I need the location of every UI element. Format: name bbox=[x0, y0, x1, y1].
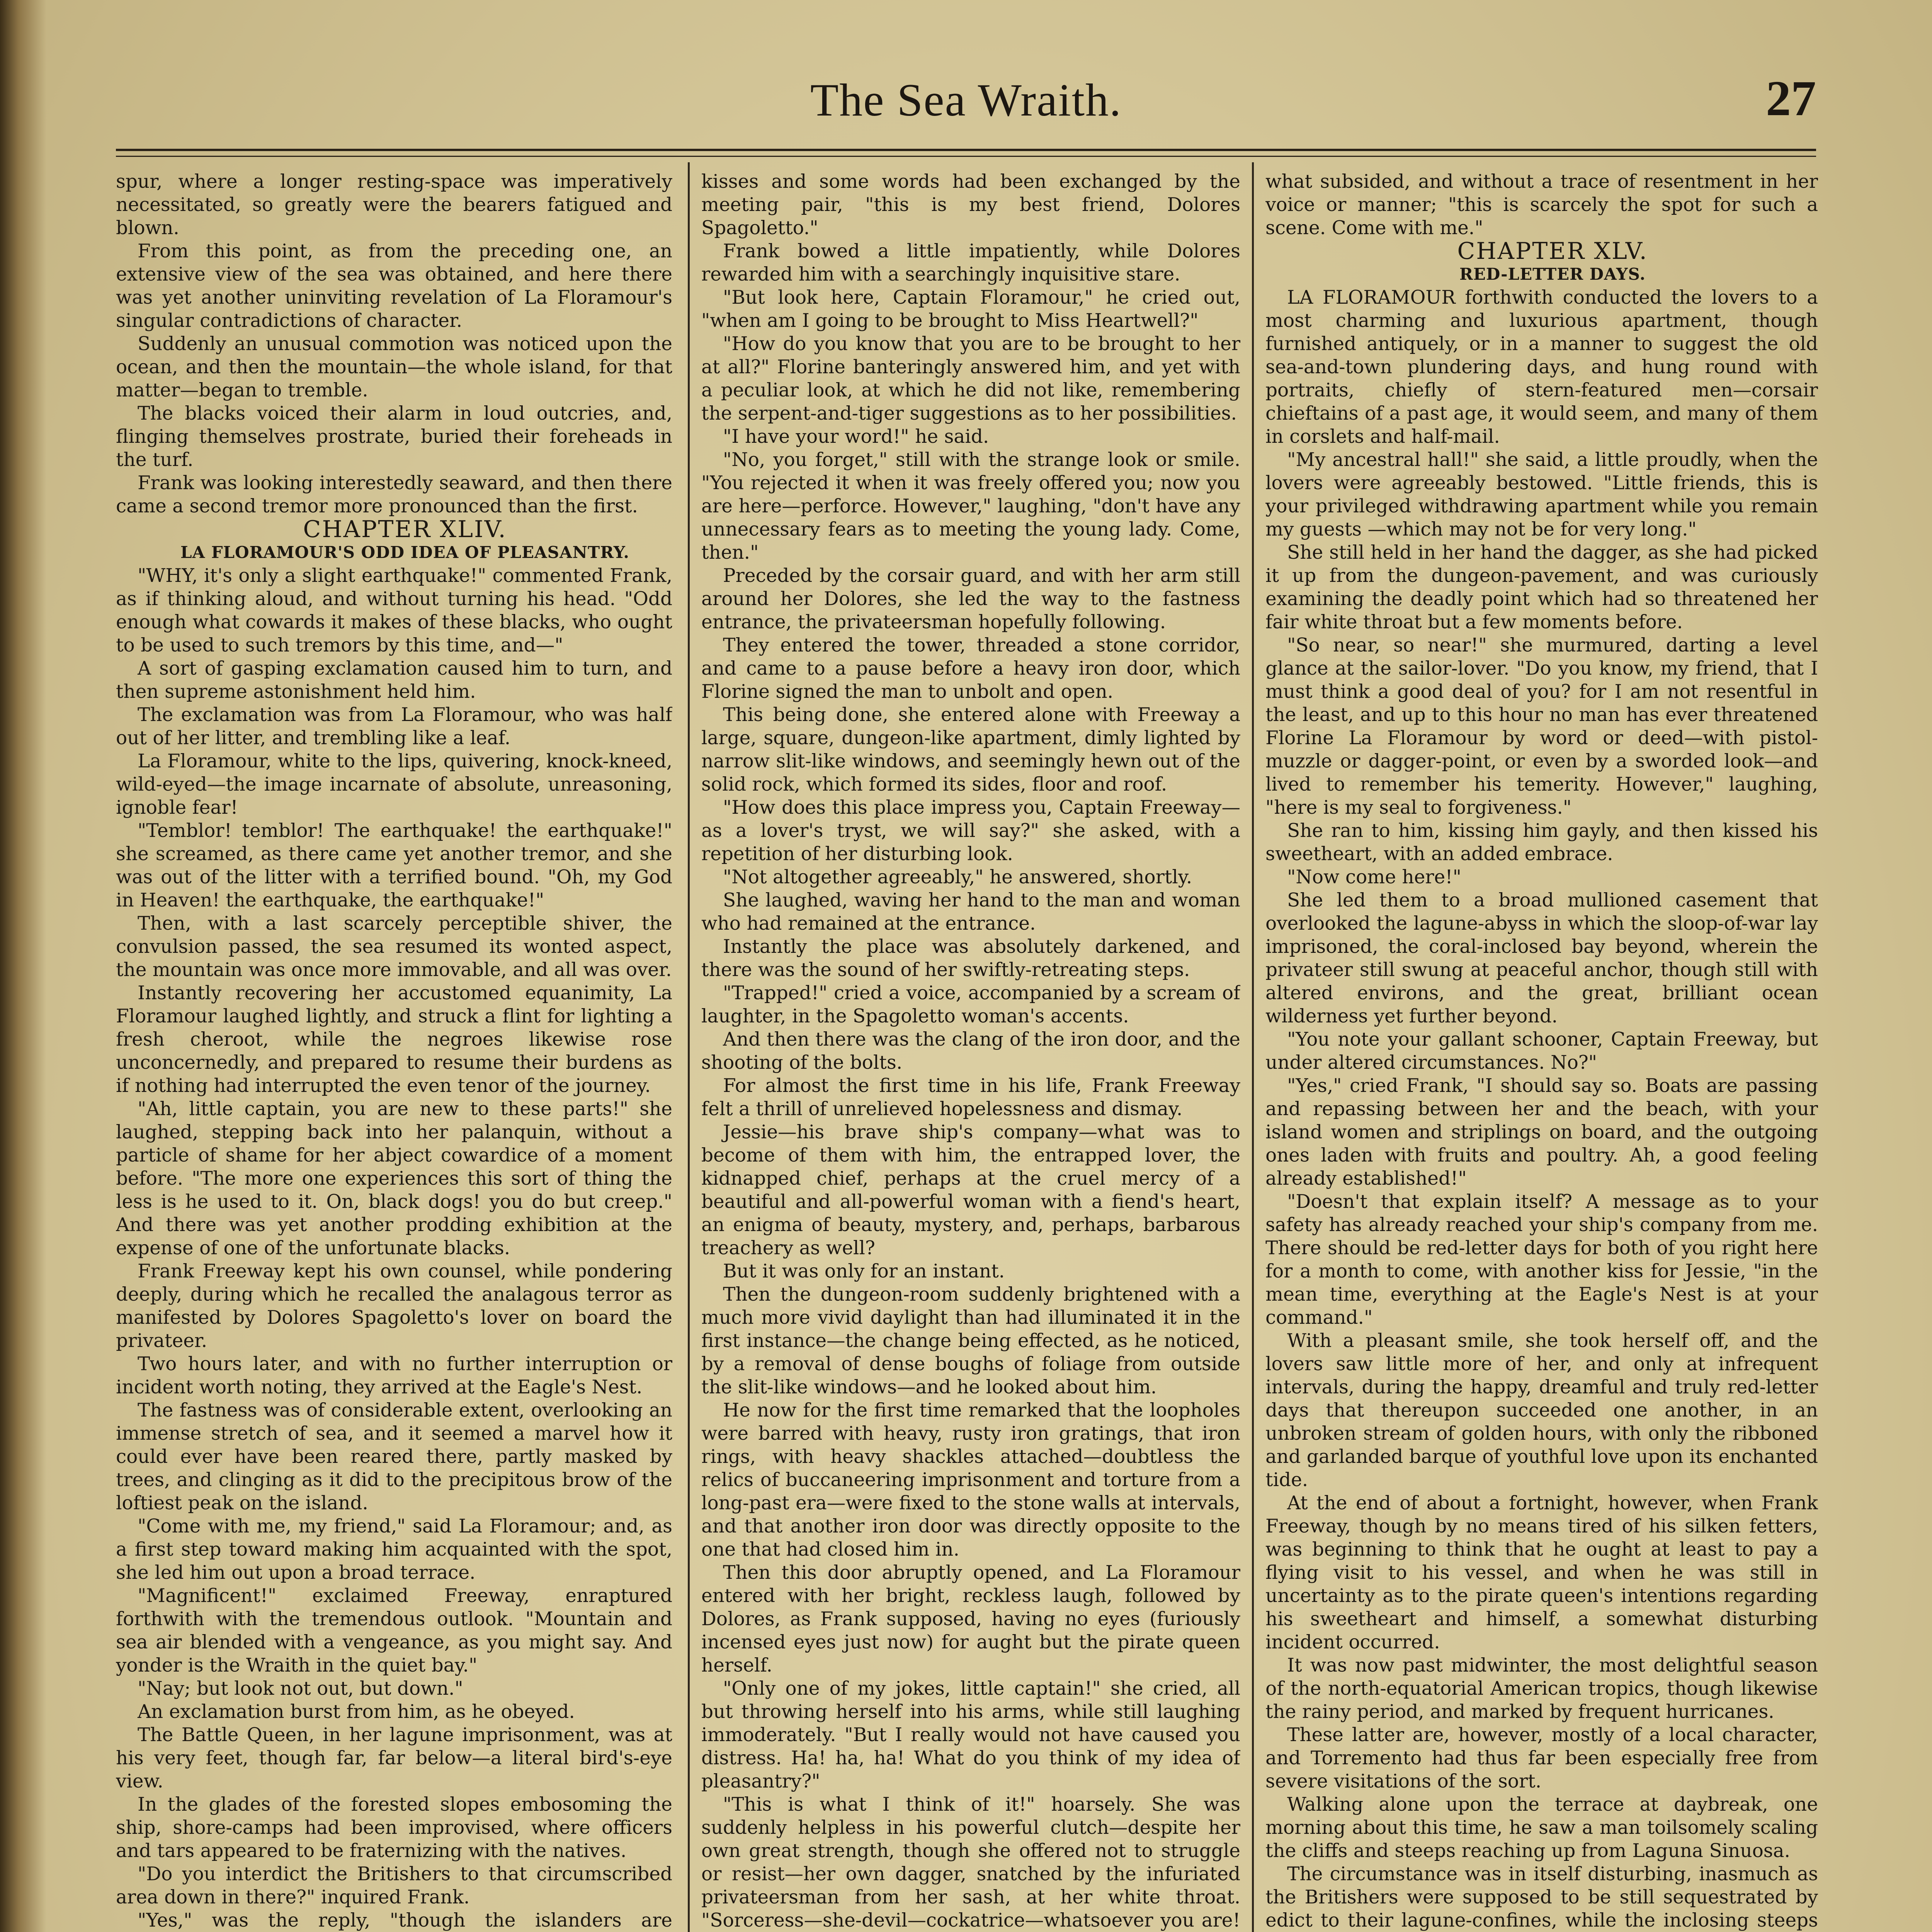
paragraph: "Doesn't that explain itself? A message as to your safety has already reached your ship's company from me. There should be red-letter days for both of you right here for a month to come, with another kiss for Jessie, "in the mean time, everything at the Eagle's Nest is at your command." bbox=[1265, 1191, 1818, 1328]
column-divider-1 bbox=[688, 162, 690, 1932]
chapter-subtitle: LA FLORAMOUR'S ODD IDEA OF PLEASANTRY. bbox=[180, 543, 630, 562]
paragraph: Suddenly an unusual commotion was noticed upon the ocean, and then the mountain—the whole island, for that matter—began to tremble. bbox=[116, 333, 672, 401]
paragraph: The circumstance was in itself disturbing, inasmuch as the Britishers were supposed to be still sequestrated by edict to their lagune-confines, while the inclosing steeps bbox=[1265, 1863, 1818, 1931]
paragraph: Jessie—his brave ship's company—what was to become of them with him, the entrapped lover, the kidnapped chief, perhaps at the cruel mercy of a beautiful and all-powerful woman with a fiend's heart, an enigma of beauty, mystery, and, perhaps, barbarous treachery as well? bbox=[701, 1121, 1240, 1259]
paragraph: Two hours later, and with no further interruption or incident worth noting, they arrived at the Eagle's Nest. bbox=[116, 1353, 672, 1398]
paragraph: The exclamation was from La Floramour, who was half out of her litter, and trembling like a leaf. bbox=[116, 704, 672, 749]
header-rule bbox=[116, 149, 1816, 157]
paragraph: The Battle Queen, in her lagune imprisonment, was at his very feet, though far, far below—a literal bird's-eye view. bbox=[116, 1724, 672, 1792]
paragraph: Walking alone upon the terrace at daybreak, one morning about this time, he saw a man toilsomely scaling the cliffs and steeps reaching up from Laguna Sinuosa. bbox=[1265, 1794, 1818, 1862]
text-column-1 bbox=[116, 170, 672, 1932]
chapter-heading: CHAPTER XLV. bbox=[1457, 238, 1648, 265]
paragraph: From this point, as from the preceding one, an extensive view of the sea was obtained, and here there was yet another uninviting revelation of La Floramour's singular contradictions of character. bbox=[116, 240, 672, 332]
paragraph: "Nay; but look not out, but down." bbox=[138, 1678, 463, 1699]
page-number: 27 bbox=[1766, 71, 1816, 126]
paragraph: Frank was looking interestedly seaward, and then there came a second tremor more pronounced than the first. bbox=[116, 472, 672, 517]
paragraph: what subsided, and without a trace of resentment in her voice or manner; "this is scarcely the spot for such a scene. Come with me." bbox=[1265, 171, 1818, 239]
chapter-subtitle: RED-LETTER DAYS. bbox=[1459, 265, 1646, 284]
paragraph: "Ah, little captain, you are new to these parts!" she laughed, stepping back into her palanquin, without a particle of shame for her abject cowardice of a moment before. "The more one experiences this sort of thing the less is he used to it. On, black dogs! you do but creep." And there was yet another prodding exhibition at the expense of one of the unfortunate blacks. bbox=[116, 1098, 672, 1259]
paragraph: "Yes," cried Frank, "I should say so. Boats are passing and repassing between her and the beach, with your island women and striplings on board, and the outgoing ones laden with fruits and poultry. Ah, a good feeling already established!" bbox=[1265, 1075, 1818, 1189]
paragraph: "Only one of my jokes, little captain!" she cried, all but throwing herself into his arms, while still laughing immoderately. "But I really would not have caused you distress. Ha! ha, ha! What do you think of my idea of pleasantry?" bbox=[701, 1678, 1240, 1792]
paragraph: "Trapped!" cried a voice, accompanied by a scream of laughter, in the Spagoletto woman's accents. bbox=[701, 982, 1240, 1027]
paragraph: spur, where a longer resting-space was imperatively necessitated, so greatly were the bearers fatigued and blown. bbox=[116, 171, 672, 239]
paragraph: It was now past midwinter, the most delightful season of the north-equatorial American tropics, though likewise the rainy period, and marked by frequent hurricanes. bbox=[1265, 1655, 1818, 1723]
paragraph: "Temblor! temblor! The earthquake! the earthquake!" she screamed, as there came yet another tremor, and she was out of the litter with a terrified bound. "Oh, my God in Heaven! the earthquake, the earthquake!" bbox=[116, 820, 672, 911]
paragraph: The blacks voiced their alarm in loud outcries, and, flinging themselves prostrate, buried their foreheads in the turf. bbox=[116, 403, 672, 471]
paragraph: "This is what I think of it!" hoarsely. She was suddenly helpless in his powerful clutch—despite her own great strength, though she offered not to struggle or resist—her own dagger, snatched by the infuriated privateersman from her sash, at her white throat. "Sorceress—she-devil—cockatrice—whatsoever you are! bbox=[701, 1794, 1240, 1931]
paragraph: "I have your word!" he said. bbox=[723, 426, 989, 447]
paragraph: "Do you interdict the Britishers to that circumscribed area down in there?" inquired Frank. bbox=[116, 1863, 672, 1908]
paragraph: Then, with a last scarcely perceptible shiver, the convulsion passed, the sea resumed its wonted aspect, the mountain was once more immovable, and all was over. bbox=[116, 913, 672, 981]
paragraph: "Magnificent!" exclaimed Freeway, enraptured forthwith with the tremendous outlook. "Mountain and sea air blended with a vengeance, as you might say. And yonder is the Wraith in the quiet bay." bbox=[116, 1585, 672, 1676]
paragraph: LA FLORAMOUR forthwith conducted the lovers to a most charming and luxurious apartment, though furnished antiquely, or in a manner to suggest the old sea-and-town plundering days, and hung round with portraits, chiefly of stern-featured men—corsair chieftains of a past age, it would seem, and many of them in corslets and half-mail. bbox=[1265, 287, 1818, 447]
paragraph: Frank Freeway kept his own counsel, while pondering deeply, during which he recalled the analagous terror as manifested by Dolores Spagoletto's lover on board the privateer. bbox=[116, 1260, 672, 1352]
paragraph: At the end of about a fortnight, however, when Frank Freeway, though by no means tired of his silken fetters, was beginning to think that he ought at least to pay a flying visit to his vessel, and when he was still in uncertainty as to the pirate queen's intentions regarding his sweetheart and himself, a somewhat disturbing incident occurred. bbox=[1265, 1492, 1818, 1653]
text-column-3 bbox=[1265, 170, 1818, 1932]
paragraph: These latter are, however, mostly of a local character, and Torremento had thus far been especially free from severe visitations of the sort. bbox=[1265, 1724, 1818, 1792]
paragraph: "So near, so near!" she murmured, darting a level glance at the sailor-lover. "Do you know, my friend, that I must think a good deal of you? for I am not resentful in the least, and up to this hour no man has ever threatened Florine La Floramour by word or deed—with pistol-muzzle or dagger-point, or even by a sworded look—and lived to remember his temerity. However," laughing, "here is my seal to forgiveness." bbox=[1265, 634, 1818, 818]
paragraph: "How does this place impress you, Captain Freeway—as a lover's tryst, we will say?" she asked, with a repetition of her disturbing look. bbox=[701, 797, 1240, 865]
paragraph: "Now come here!" bbox=[1287, 866, 1461, 888]
paragraph: Then this door abruptly opened, and La Floramour entered with her bright, reckless laugh, followed by Dolores, as Frank supposed, having no eyes (furiously incensed eyes just now) for aught but the pirate queen herself. bbox=[701, 1562, 1240, 1676]
chapter-heading: CHAPTER XLIV. bbox=[303, 516, 507, 543]
paragraph: "Come with me, my friend," said La Floramour; and, as a first step toward making him acquainted with the spot, she led him out upon a broad terrace. bbox=[116, 1515, 672, 1583]
paragraph: "Not altogether agreeably," he answered, shortly. bbox=[723, 866, 1192, 888]
paragraph: An exclamation burst from him, as he obeyed. bbox=[138, 1701, 575, 1723]
paragraph: She ran to him, kissing him gayly, and then kissed his sweetheart, with an added embrace. bbox=[1265, 820, 1818, 865]
paragraph: Instantly recovering her accustomed equanimity, La Floramour laughed lightly, and struck a flint for lighting a fresh cheroot, while the negroes likewise rose unconcernedly, and prepared to resume their burdens as if nothing had interrupted the even tenor of the journey. bbox=[116, 982, 672, 1097]
paragraph: Then the dungeon-room suddenly brightened with a much more vivid daylight than had illuminated it in the first instance—the change being effected, as he noticed, by a removal of dense boughs of foliage from outside the slit-like windows—and he looked about him. bbox=[701, 1284, 1240, 1398]
paragraph: "Yes," was the reply, "though the islanders are bbox=[138, 1910, 672, 1931]
paragraph: "But look here, Captain Floramour," he cried out, "when am I going to be brought to Miss Heartwell?" bbox=[701, 287, 1240, 332]
column-divider-2 bbox=[1252, 162, 1254, 1932]
paragraph: "WHY, it's only a slight earthquake!" commented Frank, as if thinking aloud, and without turning his head. "Odd enough what cowards it makes of these blacks, who ought to be used to such tremors by this time, and—" bbox=[116, 565, 672, 656]
paragraph: She laughed, waving her hand to the man and woman who had remained at the entrance. bbox=[701, 889, 1240, 934]
paragraph: This being done, she entered alone with Freeway a large, square, dungeon-like apartment, dimly lighted by narrow slit-like windows, and seemingly hewn out of the solid rock, which formed its sides, floor and roof. bbox=[701, 704, 1240, 795]
paragraph: kisses and some words had been exchanged by the meeting pair, "this is my best friend, Dolores Spagoletto." bbox=[701, 171, 1240, 239]
paragraph: La Floramour, white to the lips, quivering, knock-kneed, wild-eyed—the image incarnate of absolute, unreasoning, ignoble fear! bbox=[116, 750, 672, 818]
paragraph: Frank bowed a little impatiently, while Dolores rewarded him with a searchingly inquisitive stare. bbox=[701, 240, 1240, 285]
paragraph: And then there was the clang of the iron door, and the shooting of the bolts. bbox=[701, 1029, 1240, 1073]
paragraph: "You note your gallant schooner, Captain Freeway, but under altered circumstances. No?" bbox=[1265, 1029, 1818, 1073]
paragraph: With a pleasant smile, she took herself off, and the lovers saw little more of her, and only at infrequent intervals, during the happy, dreamful and truly red-letter days that thereupon succeeded one another, in an unbroken stream of golden hours, with only the ribboned and garlanded barque of youthful love upon its enchanted tide. bbox=[1265, 1330, 1818, 1491]
paragraph: "No, you forget," still with the strange look or smile. "You rejected it when it was freely offered you; now you are here—perforce. However," laughing, "don't have any unnecessary fears as to meeting the young lady. Come, then." bbox=[701, 449, 1240, 563]
paragraph: She led them to a broad mullioned casement that overlooked the lagune-abyss in which the sloop-of-war lay imprisoned, the coral-inclosed bay beyond, wherein the privateer still swung at peaceful anchor, though still with altered environs, and the great, brilliant ocean wilderness yet further beyond. bbox=[1265, 889, 1818, 1027]
paragraph: She still held in her hand the dagger, as she had picked it up from the dungeon-pavement, and was curiously examining the deadly point which had so threatened her fair white throat but a few moments before. bbox=[1265, 542, 1818, 633]
page-header bbox=[116, 58, 1816, 147]
paragraph: For almost the first time in his life, Frank Freeway felt a thrill of unrelieved hopelessness and dismay. bbox=[701, 1075, 1240, 1120]
paragraph: He now for the first time remarked that the loopholes were barred with heavy, rusty iron gratings, that iron rings, with heavy shackles attached—doubtless the relics of buccaneering imprisonment and torture from a long-past era—were fixed to the stone walls at intervals, and that another iron door was directly opposite to the one that had closed him in. bbox=[701, 1400, 1240, 1560]
paragraph: "My ancestral hall!" she said, a little proudly, when the lovers were agreeably bestowed. "Little friends, this is your privileged withdrawing apartment while you remain my guests —which may not be for very long." bbox=[1265, 449, 1818, 540]
paragraph: Preceded by the corsair guard, and with her arm still around her Dolores, she led the way to the fastness entrance, the privateersman hopefully following. bbox=[701, 565, 1240, 633]
paragraph: "How do you know that you are to be brought to her at all?" Florine banteringly answered him, and yet with a peculiar look, at which he did not like, remembering the serpent-and-tiger suggestions as to her possibilities. bbox=[701, 333, 1240, 424]
page-title: The Sea Wraith. bbox=[810, 74, 1122, 126]
paragraph: In the glades of the forested slopes embosoming the ship, shore-camps had been improvised, where officers and tars appeared to be fraternizing with the natives. bbox=[116, 1794, 672, 1862]
paragraph: The fastness was of considerable extent, overlooking an immense stretch of sea, and it seemed a marvel how it could ever have been reared there, partly masked by trees, and clinging as it did to the precipitous brow of the loftiest peak on the island. bbox=[116, 1400, 672, 1514]
paragraph: They entered the tower, threaded a stone corridor, and came to a pause before a heavy iron door, which Florine signed the man to unbolt and open. bbox=[701, 634, 1240, 702]
text-column-2 bbox=[701, 170, 1240, 1932]
paragraph: A sort of gasping exclamation caused him to turn, and then supreme astonishment held him. bbox=[116, 658, 672, 702]
paragraph: But it was only for an instant. bbox=[723, 1260, 1005, 1282]
paragraph: Instantly the place was absolutely darkened, and there was the sound of her swiftly-retreating steps. bbox=[701, 936, 1240, 981]
